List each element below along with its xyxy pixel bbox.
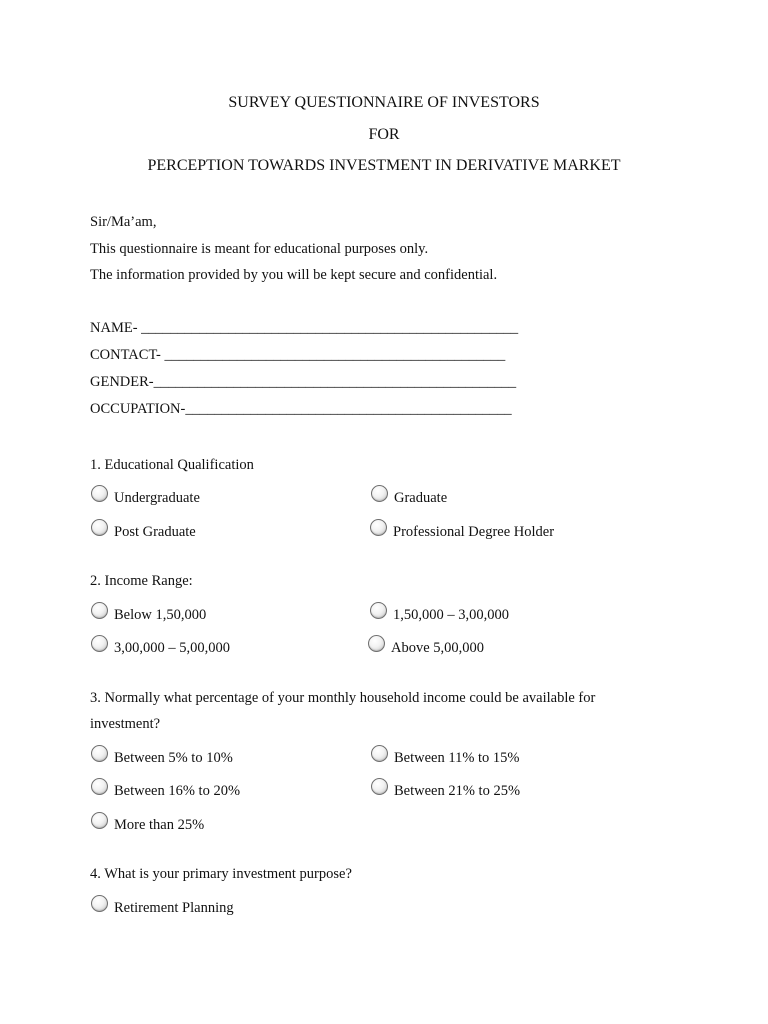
option-graduate[interactable] <box>371 490 447 507</box>
option-21-25[interactable] <box>371 783 520 800</box>
radio-button-icon[interactable] <box>371 745 388 762</box>
title-line-2: FOR <box>368 126 400 143</box>
radio-button-icon[interactable] <box>370 602 387 619</box>
intro-line-2: The information provided by you will be kept secure and confidential. <box>90 267 498 283</box>
option-label: Between 5% to 10% <box>114 750 233 766</box>
radio-button-icon[interactable] <box>91 485 108 502</box>
intro-line-1: This questionnaire is meant for educational purposes only. <box>90 241 429 257</box>
option-11-15[interactable] <box>371 750 520 767</box>
occupation-field[interactable] <box>90 401 512 418</box>
radio-button-icon[interactable] <box>371 778 388 795</box>
name-label: NAME- <box>90 320 138 336</box>
option-above-500000[interactable] <box>368 640 484 657</box>
option-label: Graduate <box>394 490 448 506</box>
option-150000-300000[interactable] <box>370 607 509 624</box>
gender-label: GENDER- <box>90 374 154 390</box>
option-label: Between 21% to 25% <box>394 783 521 799</box>
option-label: Between 11% to 15% <box>394 750 520 766</box>
option-retirement-planning[interactable] <box>91 900 234 917</box>
question-3-line-2: investment? <box>90 716 161 732</box>
contact-label: CONTACT- <box>90 347 161 363</box>
occupation-label: OCCUPATION- <box>90 401 186 417</box>
radio-button-icon[interactable] <box>370 519 387 536</box>
option-label: Post Graduate <box>114 524 196 540</box>
option-label: 3,00,000 – 5,00,000 <box>114 640 230 656</box>
option-more-than-25[interactable] <box>91 817 204 834</box>
option-5-10[interactable] <box>91 750 233 767</box>
title-line-3: PERCEPTION TOWARDS INVESTMENT IN DERIVATIVE MARKET <box>147 157 621 174</box>
radio-button-icon[interactable] <box>91 778 108 795</box>
radio-button-icon[interactable] <box>91 745 108 762</box>
option-label: Professional Degree Holder <box>393 524 555 540</box>
option-label: Undergraduate <box>114 490 200 506</box>
option-label: Retirement Planning <box>114 900 234 916</box>
option-16-20[interactable] <box>91 783 240 800</box>
gender-blank[interactable]: __________________________________________________ <box>153 374 517 390</box>
option-undergraduate[interactable] <box>91 490 200 507</box>
option-professional-degree-holder[interactable] <box>370 524 554 541</box>
question-2: 2. Income Range: <box>90 573 193 589</box>
radio-button-icon[interactable] <box>91 895 108 912</box>
option-300000-500000[interactable] <box>91 640 230 657</box>
radio-button-icon[interactable] <box>91 812 108 829</box>
option-below-150000[interactable] <box>91 607 206 624</box>
option-label: Below 1,50,000 <box>114 607 207 623</box>
radio-button-icon[interactable] <box>368 635 385 652</box>
contact-field[interactable] <box>90 347 505 364</box>
option-post-graduate[interactable] <box>91 524 196 541</box>
option-label: Between 16% to 20% <box>114 783 241 799</box>
radio-button-icon[interactable] <box>91 519 108 536</box>
question-4: 4. What is your primary investment purpose? <box>90 866 352 882</box>
gender-field[interactable] <box>90 374 516 391</box>
contact-blank[interactable]: _______________________________________________ <box>164 347 506 363</box>
option-label: 1,50,000 – 3,00,000 <box>393 607 509 623</box>
radio-button-icon[interactable] <box>91 602 108 619</box>
radio-button-icon[interactable] <box>91 635 108 652</box>
title-line-1: SURVEY QUESTIONNAIRE OF INVESTORS <box>228 94 540 111</box>
question-1: 1. Educational Qualification <box>90 457 254 473</box>
occupation-blank[interactable]: _____________________________________________ <box>185 401 512 417</box>
question-3-line-1: 3. Normally what percentage of your monthly household income could be available for <box>90 690 596 706</box>
option-label: Above 5,00,000 <box>391 640 485 656</box>
salutation: Sir/Ma’am, <box>90 214 157 230</box>
name-field[interactable] <box>90 320 518 337</box>
option-label: More than 25% <box>114 817 205 833</box>
radio-button-icon[interactable] <box>371 485 388 502</box>
name-blank[interactable]: ____________________________________________________ <box>141 320 519 336</box>
